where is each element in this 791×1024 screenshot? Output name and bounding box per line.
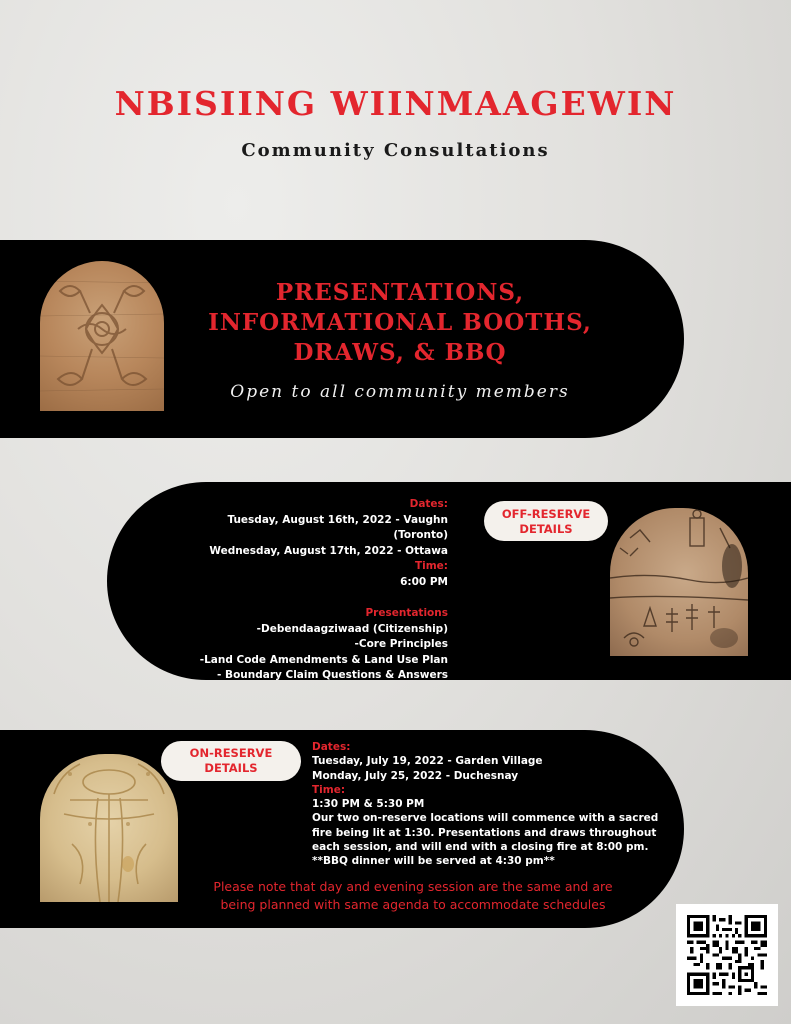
presentations-label: Presentations [365,607,448,619]
event-tagline: Open to all community members [230,382,570,402]
date-entry: Wednesday, August 17th, 2022 - Ottawa [209,544,448,557]
event-heading-line: INFORMATIONAL BOOTHS, [208,309,592,336]
badge-line: DETAILS [204,761,258,775]
description-line: **BBQ dinner will be served at 4:30 pm** [312,855,555,868]
off-reserve-badge [484,501,608,541]
badge-line: ON-RESERVE [189,746,273,760]
birchbark-drawing-image [610,508,748,656]
presentation-item: -Core Principles [354,638,448,650]
note-line: being planned with same agenda to accommodate schedules [220,897,606,912]
event-heading [190,278,610,368]
date-entry: Tuesday, August 16th, 2022 - Vaughn (Toronto) [227,513,448,541]
dates-label: Dates: [312,741,351,753]
off-reserve-details [170,497,448,684]
badge-line: OFF-RESERVE [501,507,591,521]
birchbark-beaded-image [40,754,178,902]
badge-line: DETAILS [519,522,573,536]
date-entry: Monday, July 25, 2022 - Duchesnay [312,769,519,782]
time-value: 1:30 PM & 5:30 PM [312,798,425,811]
schedule-note [182,878,644,914]
event-heading-line: PRESENTATIONS, [275,279,525,306]
presentation-item: - Boundary Claim Questions & Answers [217,669,448,681]
presentation-item: -Land Code Amendments & Land Use Plan [199,653,448,666]
dates-label: Dates: [409,498,448,510]
time-label: Time: [414,560,448,572]
note-line: Please note that day and evening session are the same and are [213,879,613,894]
birchbark-floral-image [40,261,164,411]
presentation-item: -Debendaagziwaad (Citizenship) [256,622,448,635]
on-reserve-badge [161,741,301,781]
page-title: NBISIING WIINMAAGEWIN [114,84,677,123]
time-value: 6:00 PM [400,575,448,588]
description-line: each session, and will end with a closing fire at 8:00 pm. [312,841,649,854]
date-entry: Tuesday, July 19, 2022 - Garden Village [312,755,543,768]
description-line: fire being lit at 1:30. Presentations and draws throughout [312,826,657,839]
qr-code[interactable] [676,904,778,1006]
page-subtitle: Community Consultations [241,140,550,161]
description-line: Our two on-reserve locations will commence with a sacred [312,812,659,825]
qr-code-icon [687,915,767,995]
on-reserve-details [312,740,672,869]
time-label: Time: [312,783,346,796]
event-heading-line: DRAWS, & BBQ [293,339,507,366]
